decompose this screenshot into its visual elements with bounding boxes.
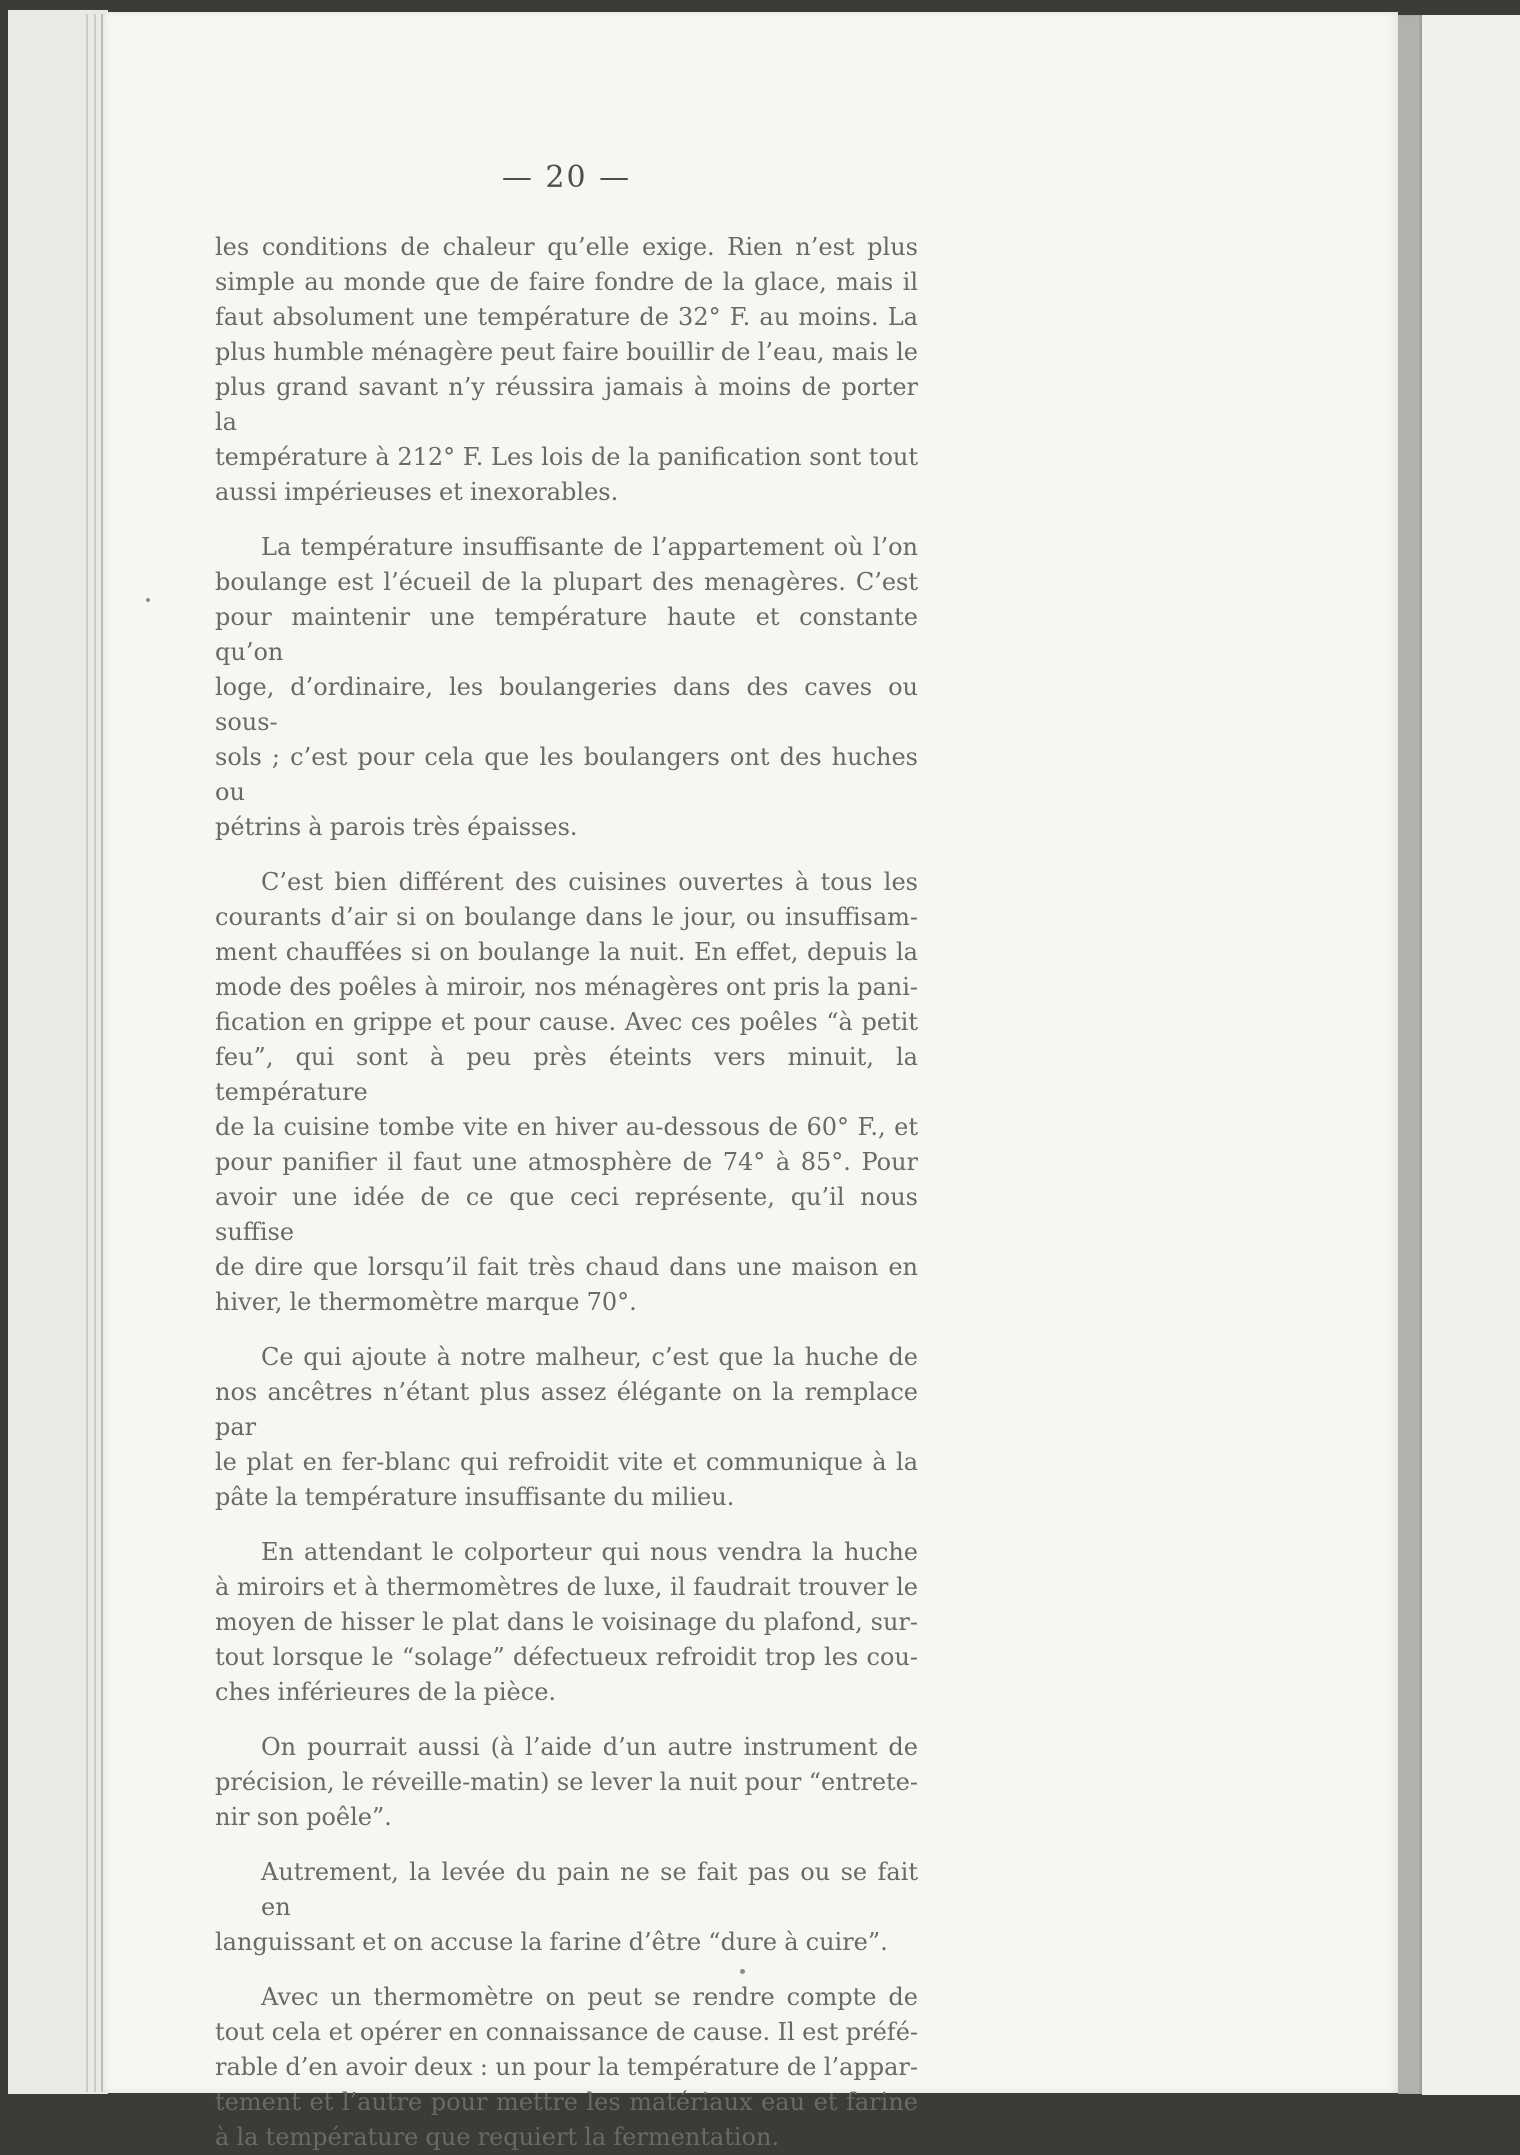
text-line: température à 212° F. Les lois de la panification sont tout — [215, 443, 918, 471]
text-line: sols ; c’est pour cela que les boulangers ont des huches ou — [215, 743, 918, 806]
text-line: avoir une idée de ce que ceci représente, qu’il nous suffise — [215, 1183, 918, 1246]
text-line: pétrins à parois très épaisses. — [215, 813, 578, 841]
scan-speck — [740, 1969, 745, 1974]
text-line: pour panifier il faut une atmosphère de 74° à 85°. Pour — [215, 1148, 918, 1176]
text-line: ches inférieures de la pièce. — [215, 1678, 557, 1706]
text-line: plus grand savant n’y réussira jamais à moins de porter la — [215, 373, 918, 436]
text-line: Avec un thermomètre on peut se rendre compte de — [261, 1983, 918, 2011]
text-line: C’est bien différent des cuisines ouvertes à tous les — [261, 868, 918, 896]
text-line: hiver, le thermomètre marque 70°. — [215, 1288, 637, 1316]
text-line: simple au monde que de faire fondre de la glace, mais il — [215, 268, 918, 296]
page-edge-line — [94, 14, 96, 2092]
text-line: précision, le réveille-matin) se lever la nuit pour “entrete- — [215, 1768, 918, 1796]
paragraph — [215, 865, 918, 1320]
text-line: nos ancêtres n’étant plus assez élégante on la remplace par — [215, 1378, 918, 1441]
adjacent-page-backing — [1422, 15, 1520, 2095]
text-line: plus humble ménagère peut faire bouillir de l’eau, mais le — [215, 338, 918, 366]
text-line: Ce qui ajoute à notre malheur, c’est que la huche de — [261, 1343, 918, 1371]
text-line: moyen de hisser le plat dans le voisinage du plafond, sur- — [215, 1608, 918, 1636]
text-line: tout cela et opérer en connaissance de cause. Il est préfé- — [215, 2018, 918, 2046]
paragraph — [215, 1730, 918, 1835]
text-line: les conditions de chaleur qu’elle exige. Rien n’est plus — [215, 233, 918, 261]
text-line: pâte la température insuffisante du milieu. — [215, 1483, 735, 1511]
text-line: tement et l’autre pour mettre les matériaux eau et farine — [215, 2088, 918, 2116]
page-number: — 20 — — [501, 160, 632, 195]
page-stack-edge — [1398, 15, 1422, 2094]
text-line: On pourrait aussi (à l’aide d’un autre instrument de — [261, 1733, 918, 1761]
paragraph — [215, 1980, 918, 2155]
text-line: de dire que lorsqu’il fait très chaud dans une maison en — [215, 1253, 918, 1281]
text-line: mode des poêles à miroir, nos ménagères ont pris la pani- — [215, 973, 918, 1001]
text-column — [215, 230, 918, 2155]
text-line: à la température que requiert la fermentation. — [215, 2123, 780, 2151]
text-line: pour maintenir une température haute et constante qu’on — [215, 603, 918, 666]
text-line: feu”, qui sont à peu près éteints vers minuit, la température — [215, 1043, 918, 1106]
text-line: Autrement, la levée du pain ne se fait pas ou se fait en — [261, 1858, 918, 1921]
text-line: faut absolument une température de 32° F. au moins. La — [215, 303, 918, 331]
page-edge-line — [86, 14, 88, 2092]
text-line: rable d’en avoir deux : un pour la température de l’appar- — [215, 2053, 918, 2081]
text-line: nir son poêle”. — [215, 1803, 392, 1831]
text-line: fication en grippe et pour cause. Avec ces poêles “à petit — [215, 1008, 918, 1036]
paragraph — [215, 1340, 918, 1515]
text-line: loge, d’ordinaire, les boulangeries dans des caves ou sous- — [215, 673, 918, 736]
text-line: courants d’air si on boulange dans le jour, ou insuffisam- — [215, 903, 918, 931]
text-line: tout lorsque le “solage” défectueux refroidit trop les cou- — [215, 1643, 918, 1671]
text-line: ment chauffées si on boulange la nuit. En effet, depuis la — [215, 938, 918, 966]
text-line: à miroirs et à thermomètres de luxe, il faudrait trouver le — [215, 1573, 918, 1601]
text-line: le plat en fer-blanc qui refroidit vite et communique à la — [215, 1448, 918, 1476]
scan-speck — [146, 598, 150, 602]
text-line: aussi impérieuses et inexorables. — [215, 478, 619, 506]
paragraph — [215, 1535, 918, 1710]
paragraph — [215, 530, 918, 845]
text-line: de la cuisine tombe vite en hiver au-dessous de 60° F., et — [215, 1113, 918, 1141]
text-line: boulange est l’écueil de la plupart des menagères. C’est — [215, 568, 918, 596]
text-line: La température insuffisante de l’appartement où l’on — [261, 533, 918, 561]
text-line: languissant et on accuse la farine d’être “dure à cuire”. — [215, 1928, 888, 1956]
paragraph — [215, 230, 918, 510]
left-page-edge — [8, 10, 108, 2094]
text-line: En attendant le colporteur qui nous vendra la huche — [261, 1538, 918, 1566]
paragraph — [215, 1855, 918, 1960]
